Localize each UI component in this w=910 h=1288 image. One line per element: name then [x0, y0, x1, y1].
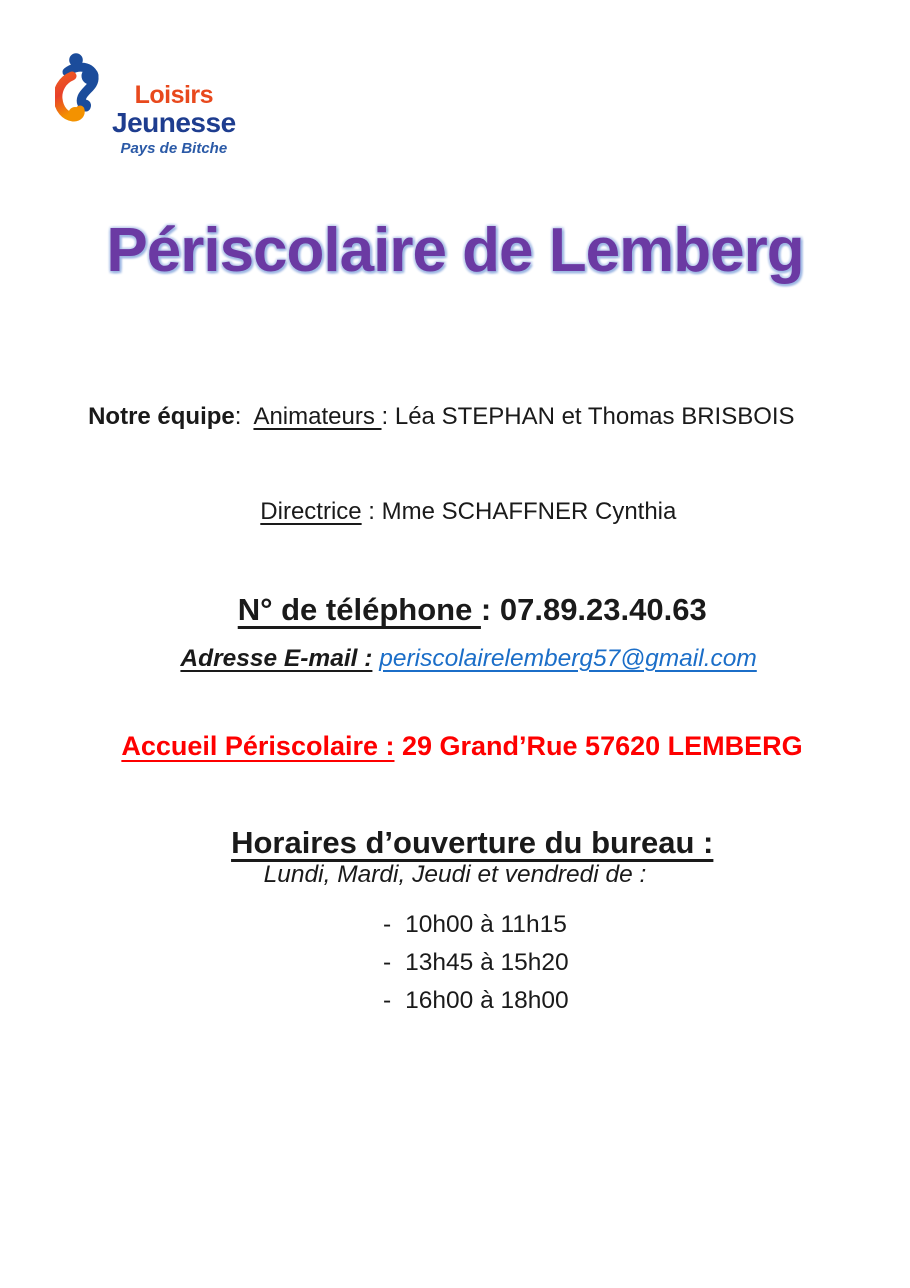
- email-label: Adresse E-mail :: [180, 645, 373, 672]
- list-item: [383, 910, 569, 940]
- list-bullet: -: [383, 987, 392, 1014]
- page-title: Périscolaire de Lemberg: [106, 216, 804, 285]
- list-bullet: -: [383, 911, 392, 938]
- list-bullet: -: [383, 949, 392, 976]
- list-item: [383, 986, 569, 1016]
- address-line: [0, 700, 902, 793]
- team-label: Notre équipe: [88, 403, 235, 430]
- director-name: : Mme SCHAFFNER Cynthia: [361, 498, 677, 525]
- logo-word-jeunesse: Jeunesse: [112, 107, 236, 138]
- hours-item-label: 13h45 à 15h20: [405, 949, 569, 976]
- hours-item-label: 16h00 à 18h00: [405, 987, 569, 1014]
- team-role-animateurs: Animateurs: [253, 403, 382, 430]
- logo-word-loisirs: Loisirs: [134, 81, 214, 109]
- team-line: [0, 375, 883, 459]
- list-item: [383, 948, 569, 978]
- email-link[interactable]: periscolairelemberg57@gmail.com: [379, 645, 757, 672]
- phone-label: N° de téléphone: [237, 592, 481, 627]
- director-role: Directrice: [260, 498, 362, 525]
- team-separator: :: [234, 403, 254, 430]
- hours-list: [383, 910, 569, 1024]
- director-line: [0, 470, 910, 554]
- logo-wordmark: [112, 83, 236, 156]
- phone-number: : 07.89.23.40.63: [480, 592, 707, 627]
- team-members: : Léa STEPHAN et Thomas BRISBOIS: [381, 403, 795, 430]
- logo-word-pays-de-bitche: Pays de Bitche: [120, 140, 228, 157]
- hours-item-label: 10h00 à 11h15: [405, 911, 567, 938]
- address-value: 29 Grand’Rue 57620 LEMBERG: [394, 731, 803, 761]
- hours-heading-text: Horaires d’ouverture du bureau :: [231, 825, 714, 860]
- email-line: [0, 617, 910, 701]
- loisirs-jeunesse-logo-icon: [55, 50, 103, 126]
- loisirs-jeunesse-logo: [55, 50, 236, 156]
- address-label: Accueil Périscolaire :: [121, 731, 395, 761]
- hours-days-line: Lundi, Mardi, Jeudi et vendredi de :: [263, 861, 647, 888]
